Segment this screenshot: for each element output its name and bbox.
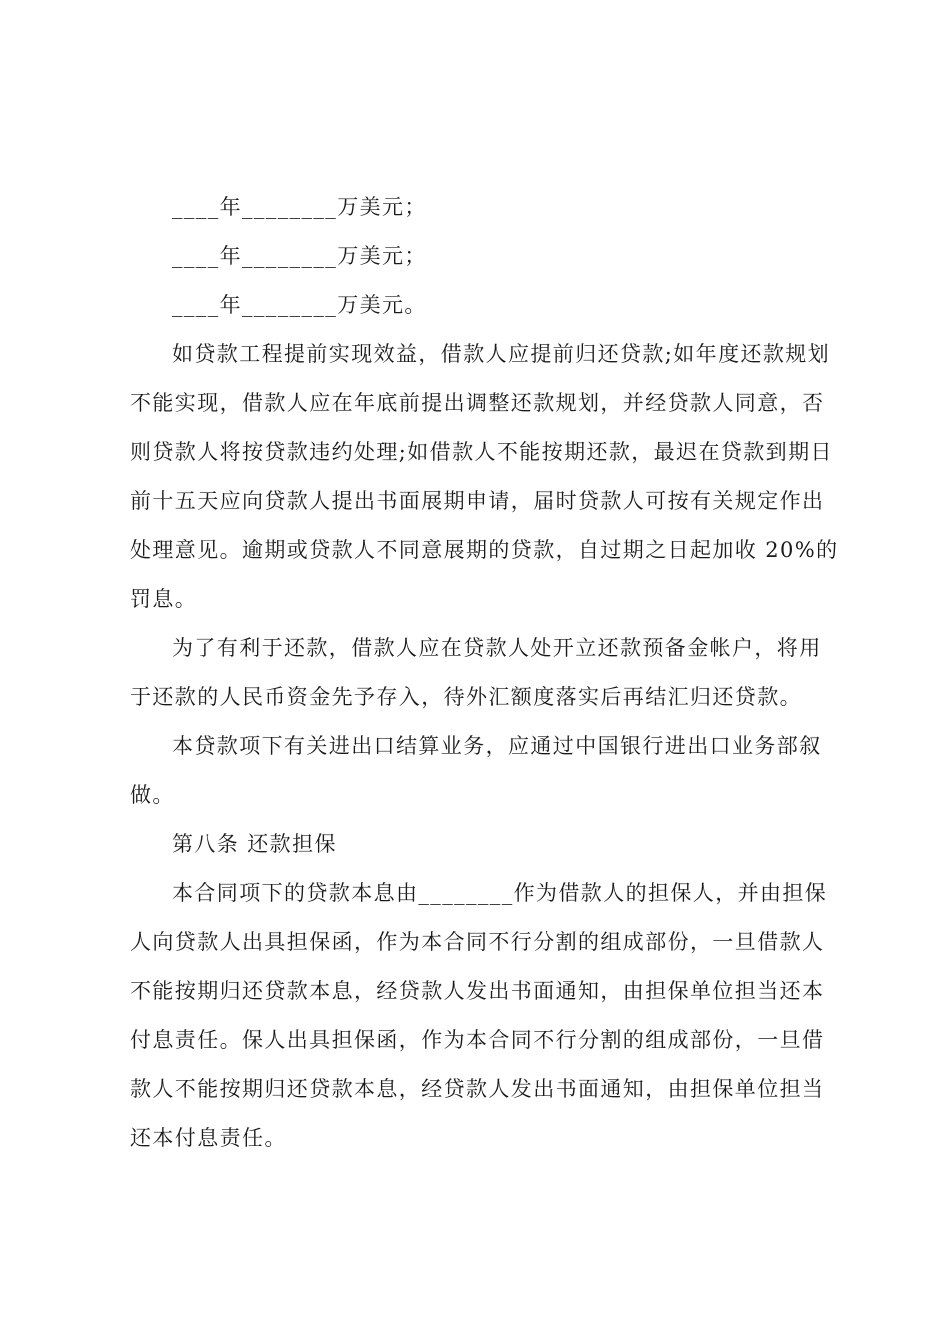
text-line: 于还款的人民币资金先予存入，待外汇额度落实后再结汇归还贷款。 (130, 685, 802, 709)
text-line: 如贷款工程提前实现效益，借款人应提前归还贷款;如年度还款规划 (172, 342, 831, 366)
repayment-year-line: ____年________万美元； (172, 244, 427, 268)
text-line: 还本付息责任。 (130, 1126, 287, 1150)
text-line: 不能实现，借款人应在年底前提出调整还款规划，并经贷款人同意，否 (130, 391, 825, 415)
article-heading: 第八条 还款担保 (172, 832, 337, 856)
text-line: 前十五天应向贷款人提出书面展期申请，届时贷款人可按有关规定作出 (130, 489, 825, 513)
text-line: 人向贷款人出具担保函，作为本合同不行分割的组成部份，一旦借款人 (130, 930, 825, 954)
text-line: 付息责任。保人出具担保函，作为本合同不行分割的组成部份，一旦借 (130, 1028, 825, 1052)
reserve-account-paragraph (130, 624, 830, 722)
repayment-year-line: ____年________万美元。 (172, 293, 427, 317)
text-line: 做。 (130, 783, 175, 807)
text-line: 本贷款项下有关进出口结算业务，应通过中国银行进出口业务部叙 (172, 734, 822, 758)
settlement-paragraph (130, 722, 830, 820)
text-line: 处理意见。逾期或贷款人不同意展期的贷款，自过期之日起加收 20%的 (130, 538, 839, 562)
early-repayment-paragraph (130, 330, 839, 624)
text-line: 本合同项下的贷款本息由________作为借款人的担保人，并由担保 (172, 881, 828, 905)
guarantee-paragraph (130, 869, 830, 1163)
text-line: 不能按期归还贷款本息，经贷款人发出书面通知，由担保单位担当还本 (130, 979, 825, 1003)
repayment-year-line: ____年________万美元； (172, 195, 427, 219)
text-line: 款人不能按期归还贷款本息，经贷款人发出书面通知，由担保单位担当 (130, 1077, 825, 1101)
text-line: 则贷款人将按贷款违约处理;如借款人不能按期还款，最迟在贷款到期日 (130, 440, 833, 464)
text-line: 罚息。 (130, 587, 198, 611)
text-line: 为了有利于还款，借款人应在贷款人处开立还款预备金帐户，将用 (172, 636, 822, 660)
document-body (130, 183, 839, 1163)
